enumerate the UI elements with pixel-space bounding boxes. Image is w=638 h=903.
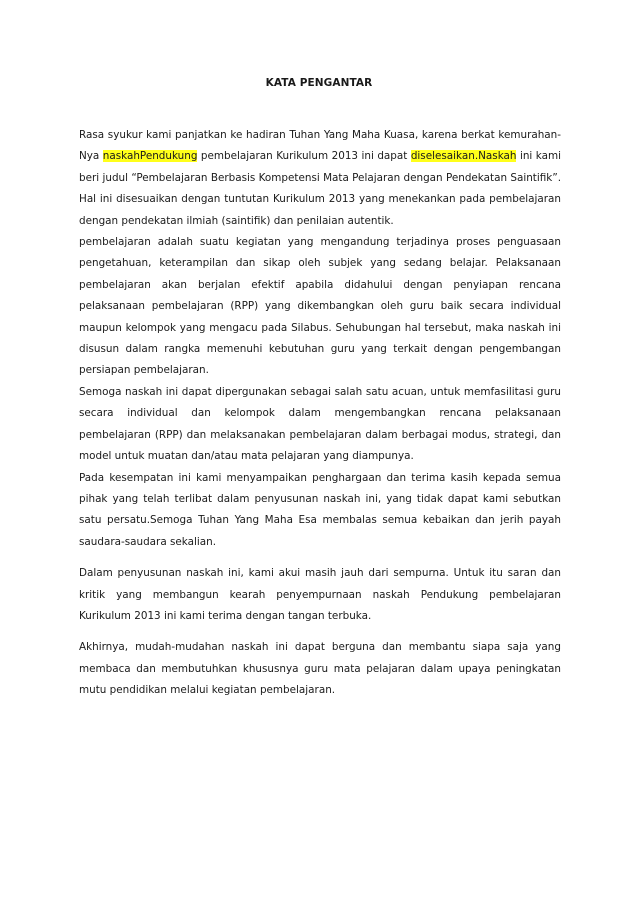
highlighted-text-naskahpendukung: naskahPendukung (102, 150, 198, 163)
document-title: KATA PENGANTAR (265, 77, 373, 89)
paragraph-2: pembelajaran adalah suatu kegiatan yang mengandung terjadinya proses penguasaan pengetahuan, keterampilan dan sikap oleh subjek yang sedang belajar. Pelaksanaan pembelajaran akan berjalan efektif apabila didahului dengan penyiapan rencana pelaksanaan pembelajaran (RPP) yang dikembangkan oleh guru baik secara individual maupun kelompok yang mengacu pada Silabus. Sehubungan hal tersebut, maka naskah ini disusun dalam rangka memenuhi kebutuhan guru yang terkait dengan pengembangan persiapan pembelajaran. (79, 236, 561, 377)
paragraph-5: Dalam penyusunan naskah ini, kami akui masih jauh dari sempurna. Untuk itu saran dan kritik yang membangun kearah penyempurnaan naskah Pendukung pembelajaran Kurikulum 2013 ini kami terima dengan tangan terbuka. (79, 567, 561, 622)
paragraph-1-text-middle: pembelajaran Kurikulum 2013 ini dapat (197, 150, 411, 163)
paragraph-1-text-start: Rasa syukur kami panjatkan ke hadiran Tuhan Yang Maha Kuasa, karena berkat kemurahan-Nya (79, 129, 561, 163)
paragraph-3: Semoga naskah ini dapat dipergunakan sebagai salah satu acuan, untuk memfasilitasi guru secara individual dan kelompok dalam mengembangkan rencana pelaksanaan pembelajaran (RPP) dan melaksanakan pembelajaran dalam berbagai modus, strategi, dan model untuk muatan dan/atau mata pelajaran yang diampunya. (79, 385, 561, 463)
highlighted-text-diselesaikan: diselesaikan.Naskah (410, 150, 517, 163)
paragraph-6: Akhirnya, mudah-mudahan naskah ini dapat berguna dan membantu siapa saja yang membaca dan membutuhkan khususnya guru mata pelajaran dalam upaya peningkatan mutu pendidikan melalui kegiatan pembelajaran. (79, 641, 561, 697)
paragraph-4: Pada kesempatan ini kami menyampaikan penghargaan dan terima kasih kepada semua pihak yang telah terlibat dalam penyusunan naskah ini, yang tidak dapat kami sebutkan satu persatu.Semoga Tuhan Yang Maha Esa membalas semua kebaikan dan jerih payah saudara-saudara sekalian. (79, 471, 561, 548)
document-body (79, 125, 561, 702)
paragraph-1-text-end: ini kami beri judul “Pembelajaran Berbasis Kompetensi Mata Pelajaran dengan Pendekatan Saintifik”. Hal ini disesuaikan dengan tuntutan Kurikulum 2013 yang menekankan pada pembelajaran dengan pendekatan ilmiah (saintifik) dan penilaian autentik. (79, 150, 561, 227)
paragraph-1 (79, 125, 561, 232)
